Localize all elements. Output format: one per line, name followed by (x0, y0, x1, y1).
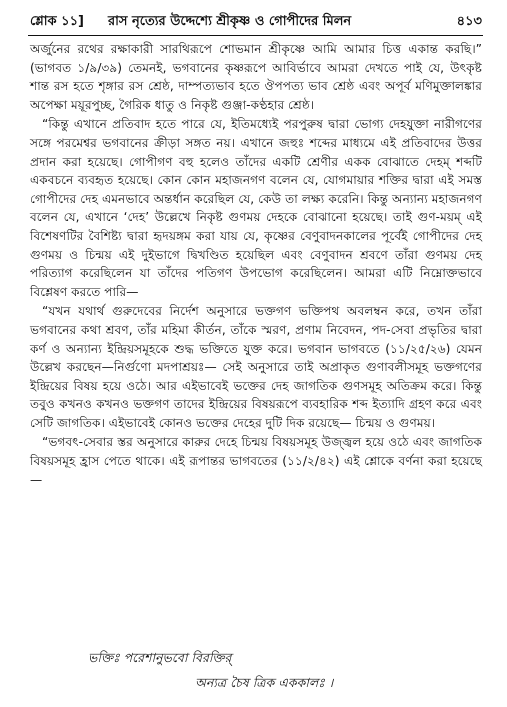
paragraph-continuation: অর্জুনের রথের রক্ষাকারী সারথিরূপে শোভমান শ্রীকৃষ্ণে আমি আমার চিত্ত একান্ত করছি।” (ভাগবত ১/৯/৩৯) তেমনই, ভগবানের কৃষ্ণরূপে আবির্ভাবে আমরা দেখতে পাই যে, উৎকৃষ্ট শান্ত রস হতে শৃঙ্গার রস শ্রেষ্ঠ, দাম্পত্যভাব হতে ঔপপত্য ভাব শ্রেষ্ঠ এবং অপূর্ব মণিমুক্তালঙ্কার অপেক্ষা ময়ূরপুচ্ছ, গৈরিক ধাতু ও নিকৃষ্ট গুঞ্জা-কণ্ঠহার শ্রেষ্ঠ। (30, 42, 482, 112)
page-number: ৪১৩ (456, 14, 482, 29)
page-body (30, 40, 482, 489)
paragraph-devotional-service: “যখন যথার্থ গুরুদেবের নির্দেশ অনুসারে ভক্তগণ ভক্তিপথ অবলম্বন করে, তখন তাঁরা ভগবানের কথা শ্রবণ, তাঁর মহিমা কীর্তন, তাঁকে স্মরণ, প্রণাম নিবেদন, পদ-সেবা প্রভৃতির দ্বারা কর্ণ ও অন্যান্য ইন্দ্রিয়সমূহকে শুদ্ধ ভক্তিতে যুক্ত করে। ভগবান ভাগবতে (১১/২৫/২৬) যেমন উল্লেখ করছেন—নির্গুণো মদপাশ্রয়ঃ— সেই অনুসারে তাই অপ্রাকৃত গুণাবলীসমূহ ভক্তগণের ইন্দ্রিয়ের বিষয় হয়ে ওঠে। আর এইভাবেই ভক্তের দেহ জাগতিক গুণসমূহ অতিক্রম করে। কিন্তু তবুও কখনও কখনও ভক্তগণ তাদের ইন্দ্রিয়ের বিষয়রূপে ব্যবহারিক শব্দ ইত্যাদি গ্রহণ করে এবং সেটি জাগতিক। এইভাবেই কোনও ভক্তের দেহের দুটি দিক রয়েছে— চিন্ময় ও গুণময়। (30, 304, 482, 430)
paragraph-transformation: “ভগবৎ-সেবার স্তর অনুসারে কারুর দেহে চিন্ময় বিষয়সমূহ উজ্জ্বল হয়ে ওঠে এবং জাগতিক বিষয়সমূহ হ্রাস পেতে থাকে। এই রূপান্তর ভাগবতের (১১/২/৪২) এই শ্লোকে বর্ণনা করা হয়েছে— (30, 435, 482, 487)
verse-label: শ্লোক ১১] (30, 14, 84, 29)
paragraph-commentary: “কিন্তু এখানে প্রতিবাদ হতে পারে যে, ইতিমধ্যেই পরপুরুষ দ্বারা ভোগ্য দেহযুক্তা নারীগণের সঙ্গে পরমেশ্বর ভগবানের ক্রীড়া সঙ্গত নয়। এখানে জহুঃ শব্দের মাধ্যমে এই প্রতিবাদের উত্তর প্রদান করা হয়েছে। গোপীগণ বহু হলেও তাঁদের একটি শ্রেণীর একক বোঝাতে দেহম্ শব্দটি একবচনে ব্যবহৃত হয়েছে। কোন কোন মহাজনগণ বলেন যে, যোগমায়ার শক্তির দ্বারা এই সমস্ত গোপীদের দেহ এমনভাবে অন্তর্ধান করেছিল যে, কেউ তা লক্ষ্য করেনি। কিন্তু অন্যান্য মহাজনগণ বলেন যে, এখানে ‘দেহ’ উল্লেখে নিকৃষ্ট গুণময় দেহকে বোঝানো হয়েছে। তাই গুণ-ময়ম্ এই বিশেষণটির বৈশিষ্ট্য দ্বারা হৃদয়ঙ্গম করা যায় যে, কৃষ্ণের বেণুবাদনকালের পূর্বেই গোপীদের দেহ গুণময় ও চিন্ময় এই দুইভাগে দ্বিখণ্ডিত হয়েছিল এবং বেণুবাদন শ্রবণে তাঁরা গুণময় দেহ পরিত্যাগ করেছিলেন যা তাঁদের পতিগণ উপভোগ করেছিলেন। আমরা এটি নিম্নোক্তভাবে বিশ্লেষণ করতে পারি— (30, 117, 482, 299)
page-header (30, 12, 482, 34)
sanskrit-verse-line-2: অন্যত্র চৈষ ত্রিক এককালঃ । (195, 675, 334, 690)
header-rule (28, 35, 483, 36)
chapter-title: রাস নৃত্যের উদ্দেশ্যে শ্রীকৃষ্ণ ও গোপীদের মিলন (108, 14, 352, 29)
sanskrit-verse-line-1: ভক্তিঃ পরেশানুভবো বিরক্তির্ (88, 650, 232, 665)
